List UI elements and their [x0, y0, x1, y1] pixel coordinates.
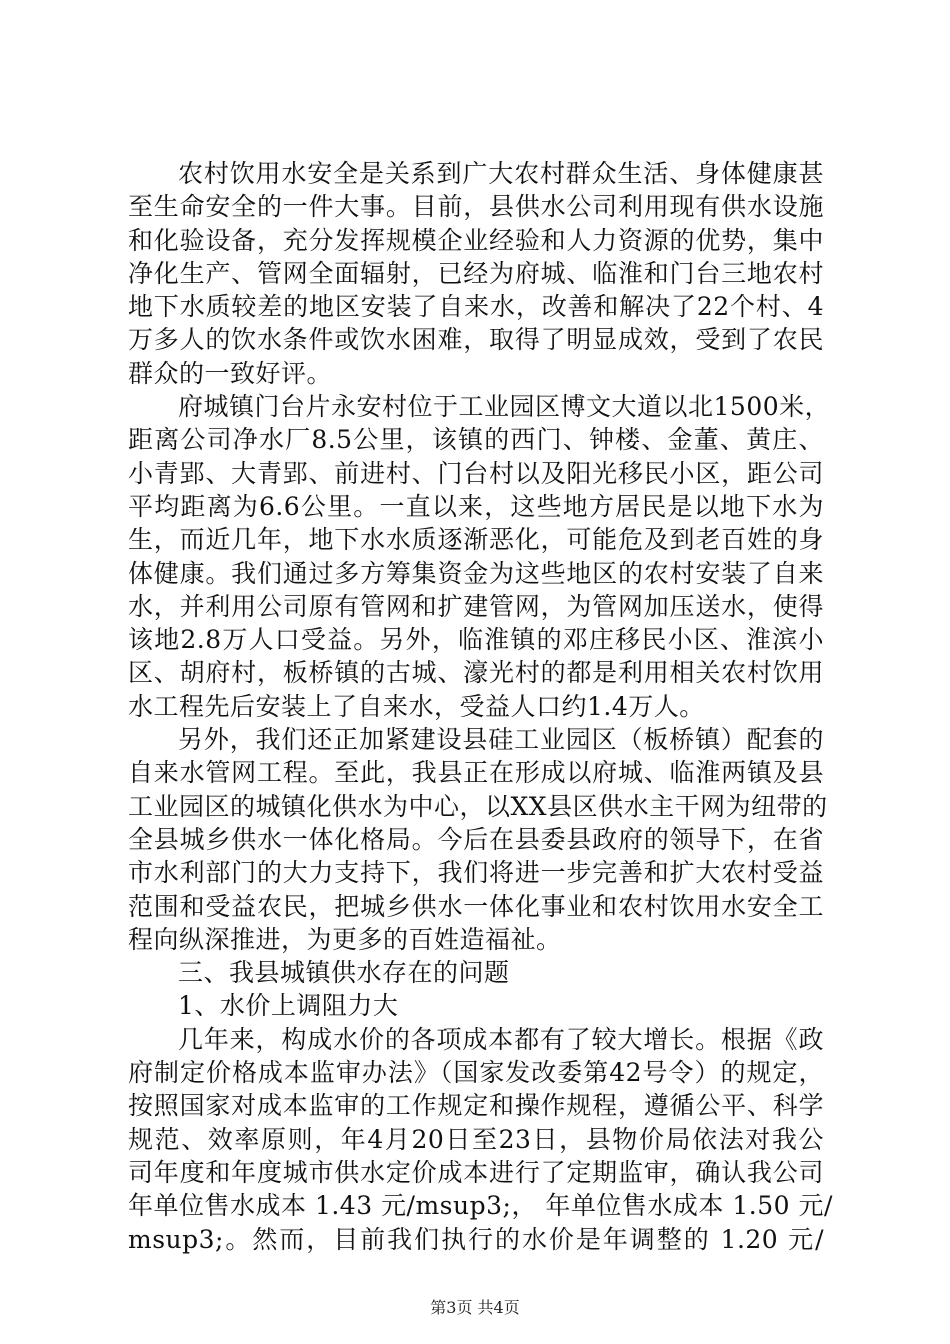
text-line: 小青郢、大青郢、前进村、门台村以及阳光移民小区，距公司 — [128, 458, 824, 488]
text-line: 程向纵深推进，为更多的百姓造福祉。 — [128, 924, 562, 954]
text-line: 另外，我们还正加紧建设县硅工业园区（板桥镇）配套的 — [178, 725, 824, 755]
page-number-footer: 第3页 共4页 — [430, 1298, 520, 1317]
text-line: 该地2.8万人口受益。另外，临淮镇的邓庄移民小区、淮滨小 — [128, 625, 824, 655]
text-line: 平均距离为6.6公里。一直以来，这些地方居民是以地下水为 — [128, 491, 824, 521]
text-line: 范围和受益农民，把城乡供水一体化事业和农村饮用水安全工 — [128, 891, 824, 921]
text-line: 万多人的饮水条件或饮水困难，取得了明显成效，受到了农民 — [128, 325, 824, 355]
text-line: 工业园区的城镇化供水为中心，以XX县区供水主干网为纽带的 — [128, 791, 828, 821]
text-line: 府制定价格成本监审办法》（国家发改委第42号令）的规定， — [128, 1058, 824, 1088]
text-line: 生，而近几年，地下水水质逐渐恶化，可能危及到老百姓的身 — [128, 525, 824, 555]
text-line: 年单位售水成本 1.43 元/msup3;， 年单位售水成本 1.50 元/ — [128, 1191, 833, 1221]
text-line: 规范、效率原则，年4月20日至23日，县物价局依法对我公 — [128, 1124, 824, 1154]
text-line: 净化生产、管网全面辐射，已经为府城、临淮和门台三地农村 — [128, 258, 824, 288]
text-line: 水工程先后安装上了自来水，受益人口约1.4万人。 — [128, 691, 705, 721]
text-line: 地下水质较差的地区安装了自来水，改善和解决了22个村、4 — [128, 292, 824, 322]
text-line: 府城镇门台片永安村位于工业园区博文大道以北1500米， — [178, 392, 831, 422]
text-line: 水，并利用公司原有管网和扩建管网，为管网加压送水，使得 — [128, 591, 824, 621]
text-line: 几年来，构成水价的各项成本都有了较大增长。根据《政 — [178, 1024, 824, 1054]
text-line: 农村饮用水安全是关系到广大农村群众生活、身体健康甚 — [178, 159, 824, 188]
subsection-heading: 1、水价上调阻力大 — [178, 991, 399, 1021]
text-line: 全县城乡供水一体化格局。今后在县委县政府的领导下，在省 — [128, 824, 824, 854]
text-line: 市水利部门的大力支持下，我们将进一步完善和扩大农村受益 — [128, 858, 824, 888]
text-line: 区、胡府村，板桥镇的古城、濠光村的都是利用相关农村饮用 — [128, 658, 824, 688]
text-line: 群众的一致好评。 — [128, 358, 333, 388]
text-line: 至生命安全的一件大事。目前，县供水公司利用现有供水设施 — [128, 192, 824, 222]
text-line: 和化验设备，充分发挥规模企业经验和人力资源的优势，集中 — [128, 225, 824, 255]
text-line: 体健康。我们通过多方筹集资金为这些地区的农村安装了自来 — [128, 558, 824, 588]
text-line: 距离公司净水厂8.5公里，该镇的西门、钟楼、金董、黄庄、 — [128, 425, 824, 455]
text-line: 按照国家对成本监审的工作规定和操作规程，遵循公平、科学 — [128, 1091, 824, 1121]
text-line: 司年度和年度城市供水定价成本进行了定期监审，确认我公司 — [128, 1157, 824, 1187]
text-line: msup3;。然而，目前我们执行的水价是年调整的 1.20 元/ — [128, 1224, 824, 1254]
document-body — [128, 157, 833, 1256]
section-heading: 三、我县城镇供水存在的问题 — [178, 958, 510, 988]
text-line: 自来水管网工程。至此，我县正在形成以府城、临淮两镇及县 — [128, 758, 824, 788]
